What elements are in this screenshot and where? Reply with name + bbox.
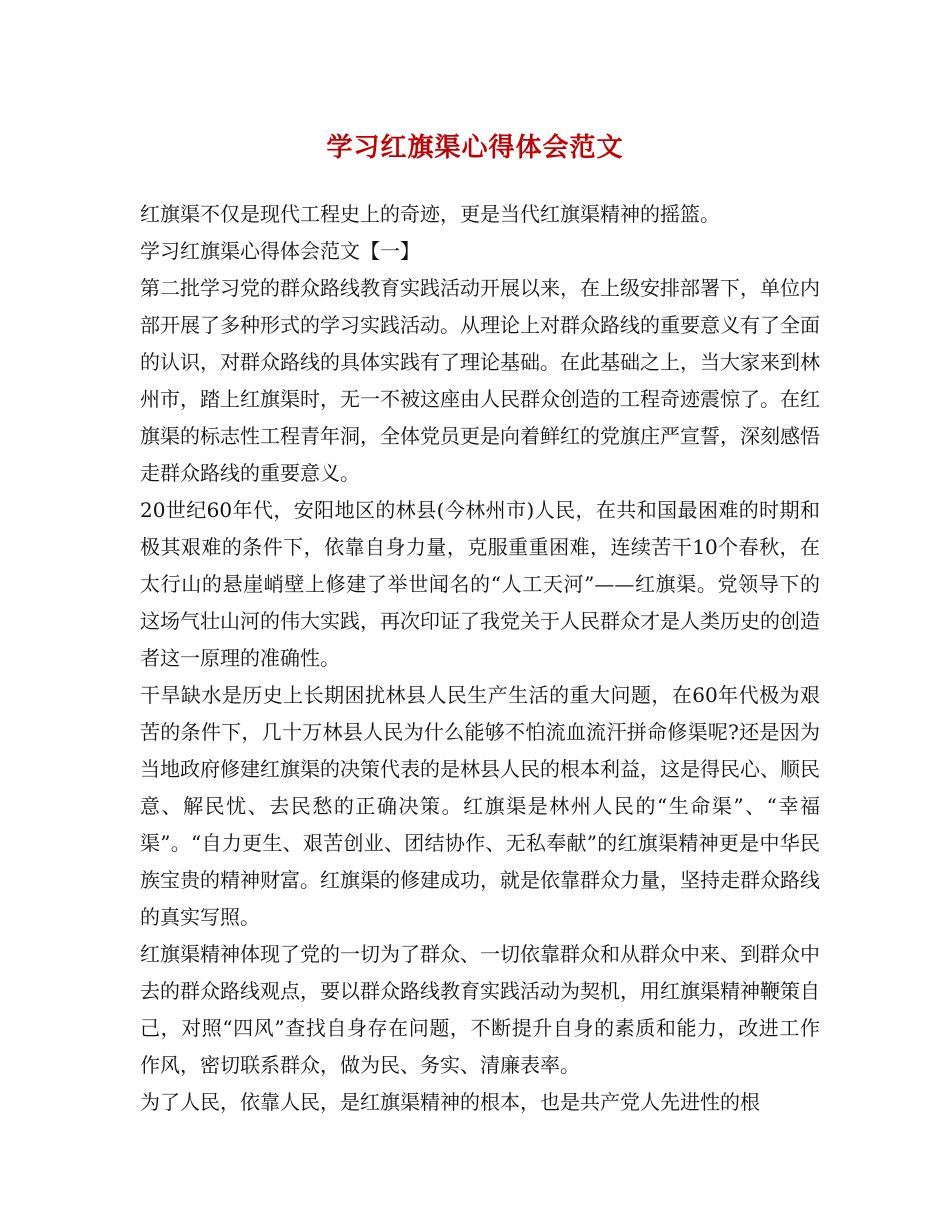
document-body (140, 196, 820, 1121)
paragraph: 为了人民，依靠人民，是红旗渠精神的根本，也是共产党人先进性的根 (140, 1090, 760, 1114)
page-title: 学习红旗渠心得体会范文 (326, 133, 624, 163)
paragraph: 第二批学习党的群众路线教育实践活动开展以来，在上级安排部署下，单位内部开展了多种形式的学习实践活动。从理论上对群众路线的重要意义有了全面的认识，对群众路线的具体实践有了理论基础。在此基础之上，当大家来到林州市，踏上红旗渠时，无一不被这座由人民群众创造的工程奇迹震惊了。在红旗渠的标志性工程青年洞，全体党员更是向着鲜红的党旗庄严宣誓，深刻感悟走群众路线的重要意义。 (140, 276, 820, 485)
section-heading: 学习红旗渠心得体会范文【一】 (140, 239, 420, 263)
paragraph: 20世纪60年代，安阳地区的林县(今林州市)人民，在共和国最困难的时期和极其艰难的条件下，依靠自身力量，克服重重困难，连续苦干10个春秋，在太行山的悬崖峭壁上修建了举世闻名的“人工天河”——红旗渠。党领导下的这场气壮山河的伟大实践，再次印证了我党关于人民群众才是人类历史的创造者这一原理的准确性。 (140, 498, 820, 670)
paragraph: 红旗渠精神体现了党的一切为了群众、一切依靠群众和从群众中来、到群众中去的群众路线观点，要以群众路线教育实践活动为契机，用红旗渠精神鞭策自己，对照“四风”查找自身存在问题，不断提升自身的素质和能力，改进工作作风，密切联系群众，做为民、务实、清廉表率。 (140, 942, 820, 1077)
paragraph: 干旱缺水是历史上长期困扰林县人民生产生活的重大问题，在60年代极为艰苦的条件下，几十万林县人民为什么能够不怕流血流汗拼命修渠呢?还是因为当地政府修建红旗渠的决策代表的是林县人民的根本利益，这是得民心、顺民意、解民忧、去民愁的正确决策。红旗渠是林州人民的“生命渠”、“幸福渠”。“自力更生、艰苦创业、团结协作、无私奉献”的红旗渠精神更是中华民族宝贵的精神财富。红旗渠的修建成功，就是依靠群众力量，坚持走群众路线的真实写照。 (140, 683, 820, 929)
paragraph-intro: 红旗渠不仅是现代工程史上的奇迹，更是当代红旗渠精神的摇篮。 (140, 202, 720, 226)
